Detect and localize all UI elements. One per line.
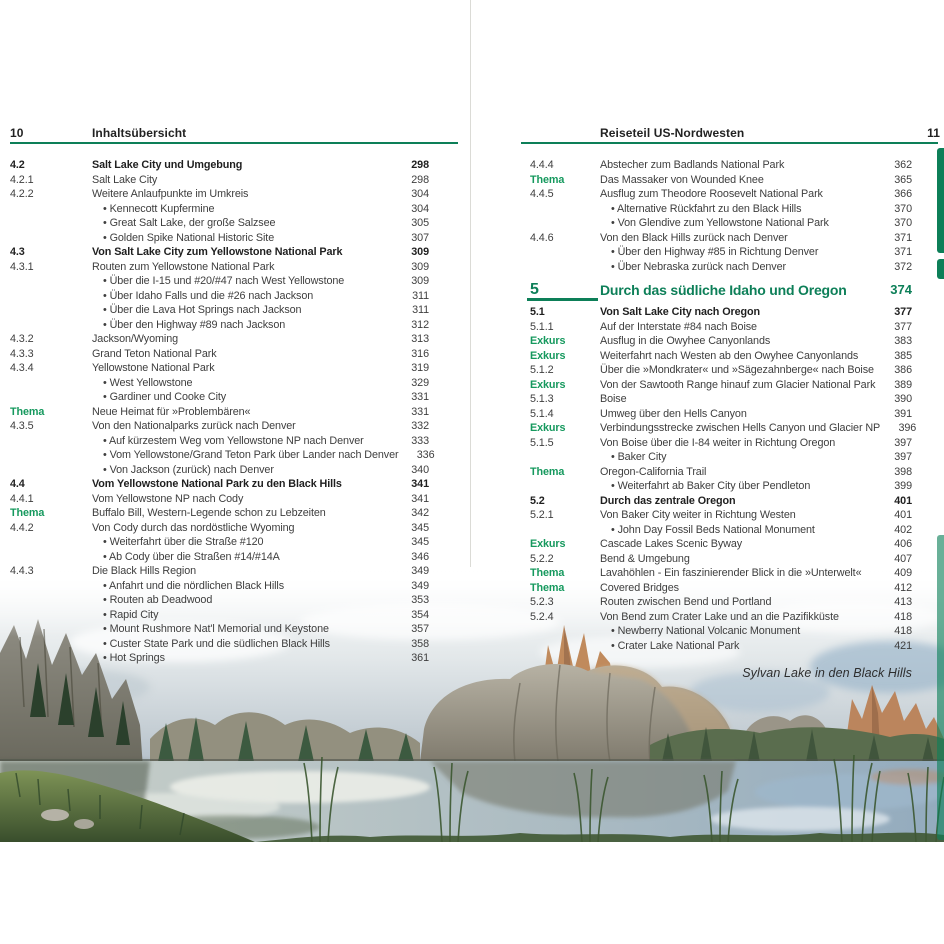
toc-entry-title: Von der Sawtooth Range hinauf zum Glacier National Park [600, 378, 876, 391]
toc-entry-page: 311 [412, 289, 429, 302]
toc-entry [10, 274, 429, 289]
toc-entry [10, 593, 429, 608]
toc-entry-number: 4.3.1 [10, 260, 34, 273]
toc-entry [10, 332, 429, 347]
toc-entry [530, 187, 912, 202]
toc-entry [10, 405, 429, 420]
toc-entry-page: 370 [894, 202, 912, 215]
toc-entry [10, 158, 429, 173]
toc-entry-title: Verbindungsstrecke zwischen Hells Canyon und Glacier NP [600, 422, 881, 434]
toc-entry-title: • Über den Highway #89 nach Jackson [103, 318, 286, 331]
toc-entry-title: Auf der Interstate #84 nach Boise [600, 320, 757, 333]
toc-entry [530, 378, 912, 393]
toc-entry [530, 216, 912, 231]
toc-entry [10, 448, 435, 463]
toc-entry [10, 245, 429, 260]
toc-right-bottom-block [530, 305, 917, 653]
toc-entry-number: 4.4.2 [10, 521, 34, 534]
toc-left-column [10, 158, 435, 666]
toc-entry-number: Exkurs [530, 422, 566, 434]
toc-right-top-block [530, 158, 912, 274]
toc-entry-title: • Ab Cody über die Straßen #14/#14A [103, 550, 280, 563]
toc-entry [530, 421, 917, 436]
toc-entry-page: 309 [411, 246, 429, 258]
toc-entry-title: • Newberry National Volcanic Monument [611, 625, 801, 637]
toc-entry-page: 331 [411, 405, 429, 418]
chapter-title: Durch das südliche Idaho und Oregon [600, 282, 847, 298]
toc-entry-number: Thema [530, 581, 565, 594]
toc-entry-page: 397 [894, 451, 912, 463]
toc-entry [10, 187, 429, 202]
toc-entry-number [530, 216, 600, 231]
toc-entry-page: 313 [411, 333, 429, 345]
toc-entry-number: 4.3.3 [10, 347, 34, 360]
toc-entry [530, 610, 912, 625]
toc-entry [530, 260, 912, 275]
toc-entry [530, 450, 912, 465]
toc-entry-title: Jackson/Wyoming [92, 333, 179, 345]
toc-entry-number: 4.2 [10, 159, 25, 171]
toc-entry [530, 479, 912, 494]
toc-entry-title: Vom Yellowstone National Park zu den Black Hills [92, 478, 342, 490]
toc-entry-title: Durch das zentrale Oregon [600, 494, 736, 507]
toc-entry-title: Buffalo Bill, Western-Legende schon zu Lebzeiten [92, 507, 326, 519]
toc-entry-title: • Von Jackson (zurück) nach Denver [103, 463, 274, 476]
toc-entry-title: Von Bend zum Crater Lake und an die Pazifikküste [600, 610, 839, 623]
toc-entry-number [10, 593, 92, 608]
toc-entry [10, 434, 429, 449]
toc-entry-title: Weiterfahrt nach Westen ab den Owyhee Canyonlands [600, 349, 859, 362]
toc-entry [10, 477, 429, 492]
toc-entry [530, 173, 912, 188]
right-header-rule [521, 142, 938, 144]
toc-entry [530, 202, 912, 217]
toc-entry-title: Grand Teton National Park [92, 347, 217, 360]
toc-entry-page: 371 [894, 231, 912, 244]
chapter-page-number: 374 [890, 282, 912, 297]
toc-entry-number [530, 245, 600, 260]
toc-entry-title: Boise [600, 393, 627, 405]
toc-entry-number [530, 260, 600, 275]
toc-entry-number: 5.1.1 [530, 320, 554, 333]
chapter-edge-tab [937, 535, 944, 840]
toc-entry-title: Neue Heimat für »Problembären« [92, 405, 251, 418]
toc-entry-page: 298 [411, 173, 429, 186]
toc-entry-page: 332 [411, 420, 429, 432]
toc-entry-page: 418 [894, 625, 912, 637]
photo-caption: Sylvan Lake in den Black Hills [742, 666, 912, 680]
toc-entry-page: 397 [894, 436, 912, 449]
toc-entry-number [10, 216, 92, 231]
toc-entry [10, 579, 429, 594]
toc-entry-title: • Routen ab Deadwood [103, 594, 213, 606]
toc-entry [530, 158, 912, 173]
toc-entry-title: • Weiterfahrt über die Straße #120 [103, 536, 264, 548]
toc-entry-page: 412 [894, 581, 912, 594]
toc-entry-title: Von Salt Lake City nach Oregon [600, 306, 760, 318]
toc-entry-title: Covered Bridges [600, 581, 679, 594]
toc-entry-page: 377 [894, 306, 912, 318]
toc-entry-page: 309 [411, 260, 429, 273]
toc-entry [10, 231, 429, 246]
toc-entry-number [530, 479, 600, 494]
toc-entry-page: 401 [894, 494, 912, 507]
toc-entry-number: 4.4.4 [530, 159, 554, 171]
toc-entry-number [10, 434, 92, 449]
toc-entry-page: 304 [411, 188, 429, 200]
toc-entry-title: • Über die I-15 und #20/#47 nach West Yellowstone [103, 275, 345, 287]
toc-entry [10, 318, 429, 333]
toc-entry [530, 349, 912, 364]
toc-entry [530, 407, 912, 422]
toc-entry-title: • Mount Rushmore Nat'l Memorial und Keystone [103, 623, 329, 635]
toc-entry [530, 320, 912, 335]
toc-entry [10, 173, 429, 188]
toc-entry-number: 4.3 [10, 246, 25, 258]
toc-entry-number [10, 622, 92, 637]
toc-entry-number: Thema [10, 405, 45, 418]
toc-entry-number: 5.1.5 [530, 436, 554, 449]
toc-entry-page: 336 [416, 449, 435, 461]
toc-entry-title: Über die »Mondkrater« und »Sägezahnberge« nach Boise [600, 364, 874, 376]
toc-entry [10, 216, 429, 231]
toc-entry-number [530, 202, 600, 217]
toc-entry-title: Umweg über den Hells Canyon [600, 407, 747, 420]
toc-entry-number: 5.1.2 [530, 364, 554, 376]
toc-entry-number [530, 523, 600, 538]
toc-entry-title: Cascade Lakes Scenic Byway [600, 538, 743, 550]
toc-entry-page: 390 [894, 393, 912, 405]
toc-entry-number: Thema [530, 567, 565, 579]
toc-entry [10, 361, 429, 376]
chapter-number: 5 [530, 281, 600, 299]
toc-entry-page: 361 [411, 652, 429, 664]
toc-entry [10, 419, 429, 434]
toc-entry [10, 463, 429, 478]
chapter-edge-tab [937, 259, 944, 279]
toc-entry-page: 305 [411, 217, 429, 229]
toc-entry-page: 357 [411, 623, 429, 635]
toc-entry [530, 552, 912, 567]
toc-entry [530, 581, 912, 596]
toc-entry-title: • Gardiner und Cooke City [103, 391, 227, 403]
toc-entry-page: 316 [411, 347, 429, 360]
toc-entry-page: 319 [411, 362, 429, 374]
toc-entry-number: 4.4.1 [10, 492, 34, 505]
toc-entry-number: 5.1 [530, 306, 545, 318]
toc-entry-page: 309 [411, 275, 429, 287]
toc-entry-page: 362 [894, 159, 912, 171]
toc-entry-number [10, 274, 92, 289]
toc-entry [10, 376, 429, 391]
toc-entry-title: • Weiterfahrt ab Baker City über Pendleton [611, 480, 811, 492]
toc-entry-number: 4.4.3 [10, 565, 34, 577]
toc-entry [10, 289, 429, 304]
toc-entry [10, 651, 429, 666]
toc-entry-number: 5.2.3 [530, 596, 554, 608]
toc-entry-title: Salt Lake City und Umgebung [92, 159, 243, 171]
left-page-number: 10 [10, 126, 24, 140]
toc-entry-number [10, 535, 92, 550]
toc-entry-number: Exkurs [530, 335, 566, 347]
toc-entry-number: Exkurs [530, 378, 566, 391]
toc-entry-title: • Golden Spike National Historic Site [103, 231, 275, 244]
toc-entry-title: • Rapid City [103, 608, 159, 621]
toc-entry-title: • West Yellowstone [103, 376, 193, 389]
toc-entry-title: Salt Lake City [92, 173, 158, 186]
toc-entry-number: 4.4.5 [530, 188, 554, 200]
toc-entry [10, 347, 429, 362]
toc-entry [530, 245, 912, 260]
toc-entry [10, 535, 429, 550]
toc-entry [10, 622, 429, 637]
toc-entry [530, 363, 912, 378]
toc-entry-title: Die Black Hills Region [92, 565, 197, 577]
toc-entry-title: • Über Nebraska zurück nach Denver [611, 260, 787, 273]
toc-entry-title: • Über die Lava Hot Springs nach Jackson [103, 304, 302, 316]
toc-entry-number: 5.1.3 [530, 393, 554, 405]
toc-entry-page: 406 [894, 538, 912, 550]
toc-entry-page: 377 [894, 320, 912, 333]
left-header-title: Inhaltsübersicht [92, 126, 187, 140]
toc-entry-number: Thema [10, 507, 45, 519]
toc-entry-page: 383 [894, 335, 912, 347]
toc-entry-title: Von Cody durch das nordöstliche Wyoming [92, 521, 295, 534]
toc-entry [530, 494, 912, 509]
left-header-rule [10, 142, 458, 144]
toc-entry-page: 402 [894, 523, 912, 536]
toc-entry-title: • Hot Springs [103, 652, 165, 664]
toc-entry-page: 418 [894, 610, 912, 623]
toc-entry-page: 365 [894, 173, 912, 186]
toc-entry-number [10, 390, 92, 405]
toc-entry-page: 386 [894, 364, 912, 376]
toc-entry-number [10, 550, 92, 565]
toc-entry-title: Vom Yellowstone NP nach Cody [92, 492, 244, 505]
toc-entry [530, 334, 912, 349]
toc-entry [10, 521, 429, 536]
toc-entry-title: Bend & Umgebung [600, 552, 690, 565]
toc-entry-number [530, 450, 600, 465]
toc-entry-number [10, 303, 92, 318]
toc-entry [530, 231, 912, 246]
toc-entry-title: • Vom Yellowstone/Grand Teton Park über Lander nach Denver [103, 449, 399, 461]
toc-entry-page: 398 [894, 465, 912, 478]
toc-entry-title: • Über Idaho Falls und die #26 nach Jackson [103, 289, 314, 302]
toc-entry-page: 342 [411, 507, 429, 519]
toc-entry-page: 391 [894, 407, 912, 420]
toc-entry-title: Routen zum Yellowstone National Park [92, 260, 275, 273]
toc-entry-title: • Alternative Rückfahrt zu den Black Hills [611, 202, 802, 215]
toc-entry [530, 537, 912, 552]
toc-entry-title: • Über den Highway #85 in Richtung Denver [611, 246, 819, 258]
toc-entry [530, 436, 912, 451]
toc-entry [10, 492, 429, 507]
toc-entry-page: 353 [411, 594, 429, 606]
toc-entry-page: 399 [894, 480, 912, 492]
toc-entry [10, 303, 429, 318]
toc-entry-number: 4.2.1 [10, 173, 34, 186]
toc-entry-title: Routen zwischen Bend und Portland [600, 596, 772, 608]
toc-entry-page: 331 [411, 391, 429, 403]
toc-entry-page: 333 [411, 434, 429, 447]
toc-entry-page: 385 [894, 349, 912, 362]
toc-entry-title: Von den Black Hills zurück nach Denver [600, 231, 788, 244]
toc-entry-title: • Great Salt Lake, der große Salzsee [103, 217, 276, 229]
toc-entry-number: 5.1.4 [530, 407, 554, 420]
toc-entry-page: 346 [411, 550, 429, 563]
toc-entry [10, 390, 429, 405]
toc-entry-number: 5.2.1 [530, 509, 554, 521]
toc-entry-number [10, 608, 92, 623]
toc-entry [530, 465, 912, 480]
toc-entry-number: 5.2.2 [530, 552, 554, 565]
toc-entry-number: 4.3.5 [10, 420, 34, 432]
toc-entry [10, 260, 429, 275]
toc-entry-title: Von den Nationalparks zurück nach Denver [92, 420, 296, 432]
toc-entry-page: 396 [898, 422, 917, 434]
toc-entry [530, 595, 912, 610]
toc-entry-page: 307 [411, 231, 429, 244]
toc-entry-title: Ausflug zum Theodore Roosevelt National Park [600, 188, 823, 200]
toc-entry-number [10, 579, 92, 594]
toc-entry-number: 5.2.4 [530, 610, 554, 623]
toc-entry-number [10, 637, 92, 652]
toc-entry-title: Das Massaker von Wounded Knee [600, 173, 764, 186]
toc-entry-page: 389 [894, 378, 912, 391]
toc-entry [530, 624, 912, 639]
toc-entry-title: • Baker City [611, 451, 667, 463]
toc-entry-page: 304 [411, 202, 429, 215]
toc-entry-page: 371 [894, 246, 912, 258]
toc-entry-number [10, 376, 92, 391]
toc-entry-title: • Custer State Park und die südlichen Black Hills [103, 637, 330, 650]
toc-entry-number: Thema [530, 173, 565, 186]
toc-entry-page: 407 [894, 552, 912, 565]
toc-entry-page: 345 [411, 521, 429, 534]
toc-entry-page: 401 [894, 509, 912, 521]
toc-right-column [530, 158, 917, 653]
toc-entry [530, 305, 912, 320]
toc-entry-title: • Von Glendive zum Yellowstone National Park [611, 217, 829, 229]
toc-entry-number [530, 624, 600, 639]
toc-entry-title: Von Salt Lake City zum Yellowstone National Park [92, 246, 343, 258]
chapter-edge-tab [937, 148, 944, 253]
toc-entry-page: 341 [411, 478, 429, 490]
toc-entry-title: • Crater Lake National Park [611, 639, 740, 652]
toc-entry-page: 421 [894, 639, 912, 652]
toc-entry [530, 639, 912, 654]
toc-entry-number: Exkurs [530, 349, 566, 362]
toc-entry [10, 608, 429, 623]
toc-entry [530, 523, 912, 538]
toc-entry-title: • Auf kürzestem Weg vom Yellowstone NP nach Denver [103, 434, 364, 447]
toc-entry-title: Ausflug in die Owyhee Canyonlands [600, 335, 771, 347]
toc-entry-page: 312 [411, 318, 429, 331]
toc-entry-page: 345 [411, 536, 429, 548]
toc-entry-title: Lavahöhlen - Ein faszinierender Blick in die »Unterwelt« [600, 567, 862, 579]
toc-entry [530, 508, 912, 523]
toc-entry-page: 340 [411, 463, 429, 476]
toc-entry-number: Thema [530, 465, 565, 478]
toc-entry-title: Yellowstone National Park [92, 362, 215, 374]
toc-entry-number [10, 463, 92, 478]
toc-entry-page: 349 [411, 579, 429, 592]
toc-entry-page: 413 [894, 596, 912, 608]
toc-entry-page: 366 [894, 188, 912, 200]
toc-entry-page: 311 [412, 304, 429, 316]
toc-entry [10, 564, 429, 579]
toc-entry-number: 5.2 [530, 494, 545, 507]
toc-entry-page: 358 [411, 637, 429, 650]
toc-entry-page: 370 [894, 217, 912, 229]
toc-entry-page: 372 [894, 260, 912, 273]
toc-entry-title: Weitere Anlaufpunkte im Umkreis [92, 188, 249, 200]
toc-entry-title: • John Day Fossil Beds National Monument [611, 523, 815, 536]
toc-entry-title: Von Baker City weiter in Richtung Westen [600, 509, 796, 521]
toc-entry-title: • Kennecott Kupfermine [103, 202, 215, 215]
toc-entry-page: 354 [411, 608, 429, 621]
toc-entry-number: 4.4.6 [530, 231, 554, 244]
toc-entry-title: Oregon-California Trail [600, 465, 707, 478]
toc-entry [530, 566, 912, 581]
toc-entry-page: 409 [894, 567, 912, 579]
toc-entry-number: 4.2.2 [10, 188, 34, 200]
toc-entry [10, 506, 429, 521]
toc-entry-number: 4.3.2 [10, 333, 34, 345]
toc-entry-number [530, 639, 600, 654]
toc-entry-number [10, 289, 92, 304]
toc-entry-number [10, 202, 92, 217]
page-gutter-line [470, 0, 471, 567]
toc-entry-page: 329 [411, 376, 429, 389]
toc-entry-number [10, 448, 92, 463]
toc-entry [530, 392, 912, 407]
right-page-number: 11 [927, 126, 940, 140]
toc-entry-page: 341 [411, 492, 429, 505]
toc-entry [10, 550, 429, 565]
toc-entry-number: 4.3.4 [10, 362, 34, 374]
toc-entry-number [10, 318, 92, 333]
chapter-heading-row [530, 281, 912, 299]
toc-entry-page: 298 [411, 159, 429, 171]
right-header-title: Reiseteil US-Nordwesten [600, 126, 745, 140]
toc-entry-number: Exkurs [530, 538, 566, 550]
toc-entry-page: 349 [411, 565, 429, 577]
toc-entry [10, 637, 429, 652]
toc-entry-title: • Anfahrt und die nördlichen Black Hills [103, 579, 285, 592]
toc-entry-number [10, 651, 92, 666]
toc-entry-number: 4.4 [10, 478, 25, 490]
toc-entry-title: Abstecher zum Badlands National Park [600, 159, 785, 171]
toc-entry-title: Von Boise über die I-84 weiter in Richtung Oregon [600, 436, 836, 449]
toc-entry-number [10, 231, 92, 246]
toc-entry [10, 202, 429, 217]
